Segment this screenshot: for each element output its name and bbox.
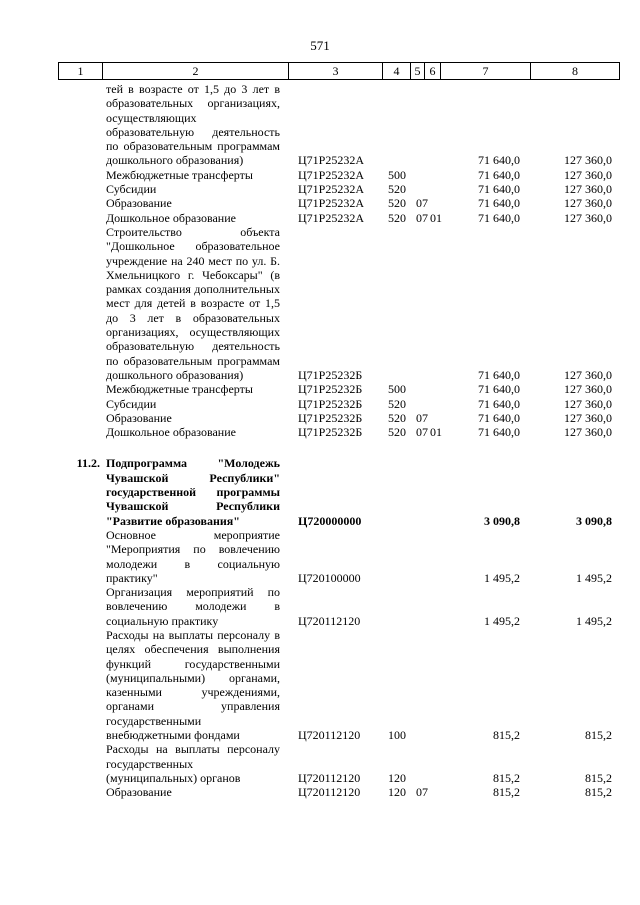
row-value-7: 71 640,0 (478, 167, 520, 182)
row-col-5: 07 (416, 410, 428, 425)
row-value-8: 127 360,0 (564, 182, 612, 197)
row-code: Ц720112120 (298, 785, 361, 800)
row-value-8: 127 360,0 (564, 410, 612, 425)
row-code: Ц71Р25232Б (298, 382, 363, 397)
table-row (0, 168, 640, 182)
header-col-6: 6 (425, 63, 441, 79)
row-value-8: 815,2 (585, 770, 612, 785)
table-row (0, 425, 640, 439)
row-value-8: 127 360,0 (564, 425, 612, 440)
row-col-4: 500 (388, 167, 406, 182)
row-name: Расходы на выплаты персоналу в целях обеспечения выполнения функций государственными (муниципальными) органами, казенными учреждениями, органами управления государственными внебюджетными фондами (106, 627, 280, 743)
row-col-6: 01 (430, 425, 442, 440)
table-row (0, 528, 640, 585)
row-value-8: 127 360,0 (564, 153, 612, 168)
row-value-8: 1 495,2 (576, 570, 612, 585)
row-col-4: 520 (388, 196, 406, 211)
table-row (0, 225, 640, 382)
row-value-7: 71 640,0 (478, 210, 520, 225)
row-col-4: 520 (388, 410, 406, 425)
page-number: 571 (310, 38, 330, 53)
row-name: Субсидии (106, 182, 157, 197)
row-value-7: 71 640,0 (478, 410, 520, 425)
table-body (0, 82, 640, 800)
header-col-8: 8 (572, 64, 578, 78)
row-code: Ц71Р25232Б (298, 425, 363, 440)
row-value-7: 71 640,0 (478, 396, 520, 411)
row-col-4: 520 (388, 425, 406, 440)
row-col-4: 120 (388, 785, 406, 800)
table-row (0, 211, 640, 225)
row-col-4: 120 (388, 770, 406, 785)
row-name: Основное мероприятие "Мероприятия по вовлечению молодежи в социальную практику" (106, 527, 280, 585)
row-value-8: 127 360,0 (564, 367, 612, 382)
row-value-8: 815,2 (585, 785, 612, 800)
row-col-5: 07 (416, 785, 428, 800)
row-code: Ц71Р25232Б (298, 367, 363, 382)
header-col-7: 7 (441, 63, 531, 79)
row-code: Ц720000000 (298, 513, 362, 528)
row-name: Подпрограмма "Молодежь Чувашской Республики" государственной программы Чувашской Республики "Развитие образования" (106, 456, 280, 528)
row-name: Организация мероприятий по вовлечению молодежи в социальную практику (106, 585, 280, 628)
row-code: Ц71Р25232А (298, 182, 365, 197)
row-col-5: 07 (416, 196, 428, 211)
table-row (0, 411, 640, 425)
row-value-7: 1 495,2 (484, 570, 520, 585)
row-name: Образование (106, 410, 172, 425)
row-value-7: 71 640,0 (478, 382, 520, 397)
header-col-3: 3 (289, 63, 383, 79)
table-row (0, 382, 640, 396)
row-col-5: 07 (416, 425, 428, 440)
table-row (0, 397, 640, 411)
row-code: Ц71Р25232А (298, 167, 365, 182)
table-row (0, 785, 640, 799)
row-col-4: 100 (388, 728, 406, 743)
table-row (0, 182, 640, 196)
row-col-6: 01 (430, 210, 442, 225)
row-value-7: 1 495,2 (484, 613, 520, 628)
row-value-8: 3 090,8 (576, 513, 612, 528)
row-value-7: 815,2 (493, 770, 520, 785)
row-name: Межбюджетные трансферты (106, 382, 253, 397)
row-name: Субсидии (106, 396, 157, 411)
row-name: Образование (106, 785, 172, 800)
row-value-7: 3 090,8 (484, 513, 520, 528)
row-name: Межбюджетные трансферты (106, 167, 253, 182)
row-col-4: 500 (388, 382, 406, 397)
row-code: Ц720112120 (298, 770, 361, 785)
row-value-7: 71 640,0 (478, 153, 520, 168)
row-code: Ц71Р25232Б (298, 410, 363, 425)
header-col-4: 4 (383, 63, 411, 79)
row-value-8: 127 360,0 (564, 196, 612, 211)
row-name: Дошкольное образование (106, 210, 236, 225)
table-row (0, 742, 640, 785)
row-value-7: 815,2 (493, 785, 520, 800)
row-name: Строительство объекта "Дошкольное образовательное учреждение на 240 мест по ул. Б. Хмельницкого г. Чебоксары" (в рамках создания дополнительных мест для детей в возрасте от 1,5 до 3 лет в образовательных организациях, осуществляющих образовательную деятельность по образовательным программам дошкольного образования) (106, 224, 280, 382)
row-col-5: 07 (416, 210, 428, 225)
row-name: Дошкольное образование (106, 425, 236, 440)
row-value-8: 127 360,0 (564, 396, 612, 411)
row-value-7: 815,2 (493, 728, 520, 743)
row-code: Ц71Р25232А (298, 196, 365, 211)
table-row (0, 585, 640, 628)
row-value-8: 127 360,0 (564, 167, 612, 182)
table-row (0, 82, 640, 168)
row-col-4: 520 (388, 182, 406, 197)
row-name: Расходы на выплаты персоналу государственных (муниципальных) органов (106, 742, 280, 785)
row-code: Ц720112120 (298, 613, 361, 628)
row-code: Ц71Р25232А (298, 210, 365, 225)
row-value-7: 71 640,0 (478, 196, 520, 211)
header-col-5: 5 (411, 63, 425, 79)
row-name: Образование (106, 196, 172, 211)
row-number: 11.2. (76, 456, 100, 471)
row-code: Ц720112120 (298, 728, 361, 743)
row-value-7: 71 640,0 (478, 367, 520, 382)
header-col-2: 2 (103, 63, 289, 79)
row-value-8: 127 360,0 (564, 382, 612, 397)
row-value-7: 71 640,0 (478, 425, 520, 440)
row-col-4: 520 (388, 396, 406, 411)
row-code: Ц71Р25232А (298, 153, 365, 168)
row-value-8: 1 495,2 (576, 613, 612, 628)
header-col-1: 1 (59, 63, 103, 79)
row-code: Ц720100000 (298, 570, 361, 585)
table-row (0, 628, 640, 742)
row-code: Ц71Р25232Б (298, 396, 363, 411)
table-header (58, 62, 620, 80)
table-row (0, 456, 640, 527)
table-row (0, 196, 640, 210)
row-value-8: 127 360,0 (564, 210, 612, 225)
row-value-8: 815,2 (585, 728, 612, 743)
row-value-7: 71 640,0 (478, 182, 520, 197)
row-col-4: 520 (388, 210, 406, 225)
row-name: тей в возрасте от 1,5 до 3 лет в образовательных организациях, осуществляющих образовательную деятельность по образовательным программам дошкольного образования) (106, 82, 280, 168)
